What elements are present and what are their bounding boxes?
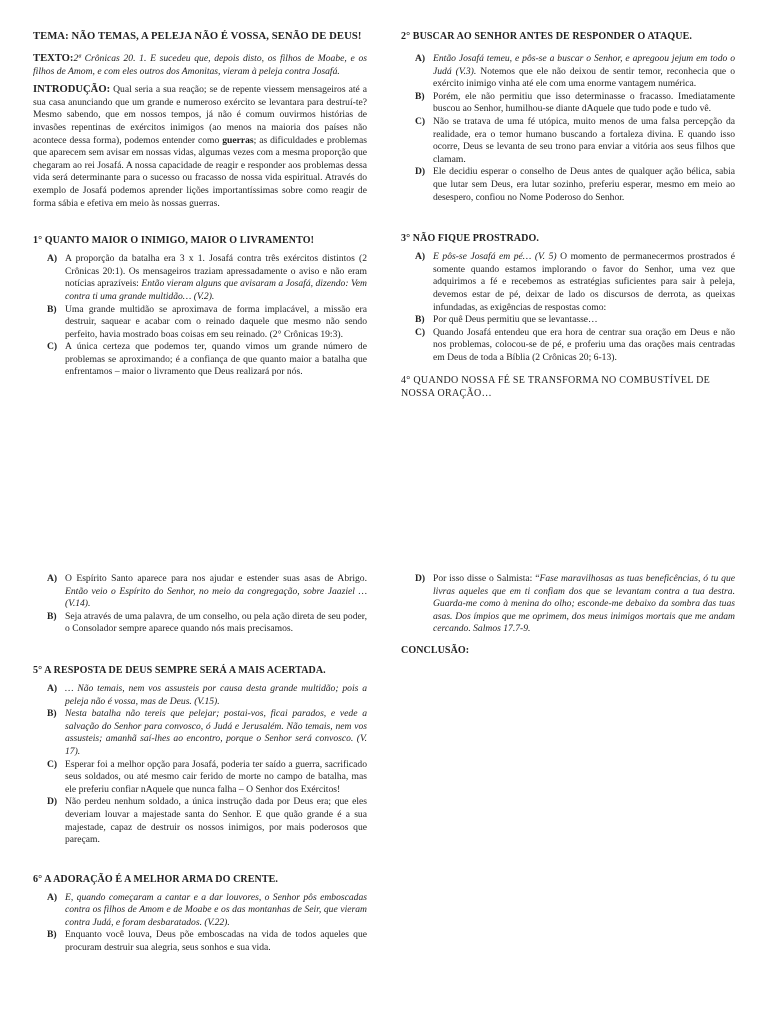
list-item — [33, 304, 367, 342]
section-2-list — [401, 53, 735, 204]
section-2-heading: 2° BUSCAR AO SENHOR ANTES DE RESPONDER O ATAQUE. — [401, 31, 692, 42]
item-marker: A) — [415, 251, 426, 263]
item-marker: A) — [47, 253, 58, 265]
document-title: TEMA: NÃO TEMAS, A PELEJA NÃO É VOSSA, SENÃO DE DEUS! — [33, 31, 362, 42]
item-marker: B) — [415, 90, 425, 102]
section-4-continued-list — [33, 573, 367, 636]
left-column-top — [33, 30, 367, 379]
section-6-heading: 6° A ADORAÇÃO É A MELHOR ARMA DO CRENTE. — [33, 873, 278, 885]
intro-paragraph — [33, 84, 367, 210]
list-item — [401, 327, 735, 365]
item-marker: A) — [47, 891, 58, 903]
item-marker: D) — [47, 796, 58, 808]
texto-body: 2ª Crônicas 20. 1. E sucedeu que, depois disto, os filhos de Moabe, e os filhos de Amom, e com eles outros dos Amonitas, vieram à peleja contra Josafá. — [33, 53, 367, 77]
list-item — [33, 341, 367, 379]
item-marker: D) — [415, 166, 426, 178]
list-item — [401, 116, 735, 166]
section-4-final-list — [401, 573, 735, 636]
item-marker: C) — [415, 326, 426, 338]
item-marker: C) — [47, 758, 58, 770]
item-quote: E pôs-se Josafá em pé… (V. 5) — [433, 251, 557, 263]
item-quote: Nesta batalha não tereis que pelejar; postai-vos, ficai parados, e vede a salvação do Senhor para convosco, ó Judá e Jerusalém. Não temais, nem vos assusteis; amanhã saí-lhes ao encontro, porque o Senhor será convosco. (V. 17). — [65, 708, 367, 757]
right-column-top — [401, 30, 735, 406]
item-text: Quando Josafá entendeu que era hora de centrar sua oração em Deus e não nos problemas, colocou-se de pé, e proferiu uma das orações mais centradas em Deus de toda a Bíblia (2 Crônicas 20; 6-13). — [433, 326, 735, 363]
item-marker: A) — [47, 682, 58, 694]
section-5-list — [33, 683, 367, 847]
item-text: A proporção da batalha era 3 x 1. Josafá contra três exércitos distintos (2 Crônicas 20:1). Os mensageiros traziam apressadamente o aviso e não eram notícias aprazíveis: — [65, 253, 367, 290]
section-5-heading: 5° A RESPOSTA DE DEUS SEMPRE SERÁ A MAIS ACERTADA. — [33, 664, 326, 676]
item-text: O Espírito Santo aparece para nos ajudar e estender suas asas de Abrigo. — [65, 573, 367, 584]
item-text: Porém, ele não permitiu que isso determinasse o fracasso. Imediatamente buscou ao Senhor, humilhou-se diante dAquele que tudo pode e tudo vê. — [433, 90, 735, 115]
intro-label: INTRODUÇÃO: — [33, 84, 111, 96]
item-text: A única certeza que podemos ter, quando vimos um grande número de problemas se aproximando; é a confiança de que quanto maior a batalha que enfrentamos – maior o livramento que Deus realizará por nós. — [65, 341, 367, 378]
item-marker: C) — [415, 115, 426, 127]
item-text: Notemos que ele não deixou de sentir temor, reconhecia que o exército inimigo vinha até ele com uma enorme vantagem numérica. — [433, 65, 735, 90]
item-marker: C) — [47, 341, 58, 353]
intro-body-1: Qual seria a sua reação; se de repente viessem mensageiros até a sua casa anunciando que um grande e numeroso exército se levantara para destruí-te? Mesmo sabendo, que em nossos tempos, já não é comum ouvirmos histórias de invasões repentinas de exércitos inimigos (ao menos na maioria dos países não acontece dessa forma), podemos entender como — [33, 84, 367, 146]
item-marker: D) — [415, 573, 426, 584]
item-text: Uma grande multidão se aproximava de forma implacável, a missão era destruir, saquear e acabar com o reinado daquele que mesmo não sendo perfeito, havia mostrado boas coisas em seu reinado. (2° Crônicas 19:3). — [65, 303, 367, 340]
texto-label: TEXTO: — [33, 53, 74, 64]
item-quote: Então veio o Espírito do Senhor, no meio da congregação, sobre Jaaziel … (V.14). — [65, 585, 367, 610]
list-item — [33, 683, 367, 708]
list-item — [401, 53, 735, 91]
list-item — [401, 573, 735, 636]
item-quote: E, quando começaram a cantar e a dar louvores, o Senhor pôs emboscadas contra os filhos de Amom e de Moabe e os das montanhas de Seir, que vieram contra Judá, e foram desbaratados. (V.22). — [65, 891, 367, 928]
item-text: Seja através de uma palavra, de um conselho, ou pela ação direta de seu poder, o Consolador sempre aparece quando nós mais precisamos. — [65, 610, 367, 635]
section-1-heading: 1° QUANTO MAIOR O INIMIGO, MAIOR O LIVRAMENTO! — [33, 235, 315, 247]
item-quote: Então Josafá temeu, e pôs-se a buscar o Senhor, e apregoou jejum em todo o Judá (V.3). — [433, 53, 735, 77]
item-text: Ele decidiu esperar o conselho de Deus antes de qualquer ação bélica, sabia que lutar sem Deus, era lutar sozinho, preferiu esperar, mesmo em meio ao desespero, confiou no Nome Poderoso do Senhor. — [433, 166, 735, 203]
section-6-list — [33, 892, 367, 955]
item-text: Não perdeu nenhum soldado, a única instrução dada por Deus era; que eles deveriam louvar a majestade santa do Senhor. E que quão grande é a sua majestade, capaz de destruir os nossos inimigos, por mais poderosos que pareçam. — [65, 796, 367, 846]
list-item — [33, 892, 367, 930]
item-marker: B) — [47, 708, 57, 720]
item-marker: B) — [47, 303, 57, 315]
list-item — [401, 251, 735, 314]
list-item — [33, 929, 367, 954]
left-column-bottom — [33, 573, 367, 955]
item-text: O momento de permanecermos prostrados é somente quando estamos implorando o favor do Senhor, uma vez que adquirimos a fé e recebemos as estratégias suficientes para sair à peleja, devemos estar de pé, deixar de lado os discursos de derrota, as queixas infundadas, as exigências de respostas como: — [433, 251, 735, 313]
item-marker: A) — [47, 573, 58, 584]
list-item — [33, 573, 367, 611]
list-item — [33, 253, 367, 303]
item-quote: Então vieram alguns que avisaram a Josafá, dizendo: Vem contra ti uma grande multidão… (V.2). — [65, 278, 367, 302]
section-3-list — [401, 251, 735, 364]
item-marker: A) — [415, 53, 426, 64]
item-marker: B) — [415, 314, 425, 326]
list-item — [401, 166, 735, 204]
conclusion-heading: CONCLUSÃO: — [401, 644, 470, 656]
item-text: Não se tratava de uma fé utópica, muito menos de uma falsa percepção da realidade, era o temor humano buscando a fortaleza divina. E quando isso ocorre, Deus se levanta de seu trono para enviar a vitória aos seus filhos que clamam. — [433, 115, 735, 165]
item-quote: … Não temais, nem vos assusteis por causa desta grande multidão; pois a peleja não é vossa, mas de Deus. (V.15). — [65, 682, 367, 707]
list-item — [33, 796, 367, 846]
list-item — [33, 708, 367, 758]
list-item — [33, 759, 367, 797]
texto-paragraph — [33, 53, 367, 78]
intro-bold-word: guerras — [222, 134, 254, 146]
section-4-heading: 4° QUANDO NOSSA FÉ SE TRANSFORMA NO COMBUSTÍVEL DE NOSSA ORAÇÃO… — [401, 375, 711, 400]
section-3-heading: 3° NÃO FIQUE PROSTRADO. — [401, 233, 539, 245]
item-text: Enquanto você louva, Deus põe emboscadas na vida de todos aqueles que procuram destruir sua alegria, seus sonhos e sua vida. — [65, 929, 367, 954]
section-1-list — [33, 253, 367, 379]
item-text: Por quê Deus permitiu que se levantasse… — [433, 314, 598, 326]
list-item — [401, 314, 735, 327]
right-column-bottom — [401, 573, 735, 663]
intro-body-2: ; as dificuldades e problemas que aparecem sem avisar em nossas vidas, algumas vezes com a mesma proporção que chegaram ao rei Josafá. A nossa capacidade de reagir e responder aos problemas dessa vida será determinante para o sucesso ou fracasso de nossa vida espiritual. Através do exemplo de Josafá podemos aprender lições importantíssimas sobre como reagir de forma sábia e efetiva em meio às nossas guerras. — [33, 134, 367, 209]
list-item — [33, 611, 367, 636]
item-marker: B) — [47, 610, 57, 622]
item-text: Esperar foi a melhor opção para Josafá, poderia ter saído a guerra, sacrificado seus soldados, ou até mesmo cair ferido de morte no campo de batalha, mas ele preferiu confiar nAquele que nunca falha – O Senhor dos Exércitos! — [65, 758, 367, 795]
list-item — [401, 91, 735, 116]
item-marker: B) — [47, 929, 57, 941]
item-quote: Fase maravilhosas as tuas beneficências, ó tu que livras aqueles que em ti confiam dos que se levantam contra a tua destra. Guarda-me como à menina do olho; esconde-me debaixo da sombra das tuas asas. Dos ímpios que me oprimem, dos meus inimigos mortais que me andam cercando. Salmos 17.7-9. — [433, 573, 736, 635]
item-text: Por isso disse o Salmista: “ — [433, 573, 540, 584]
